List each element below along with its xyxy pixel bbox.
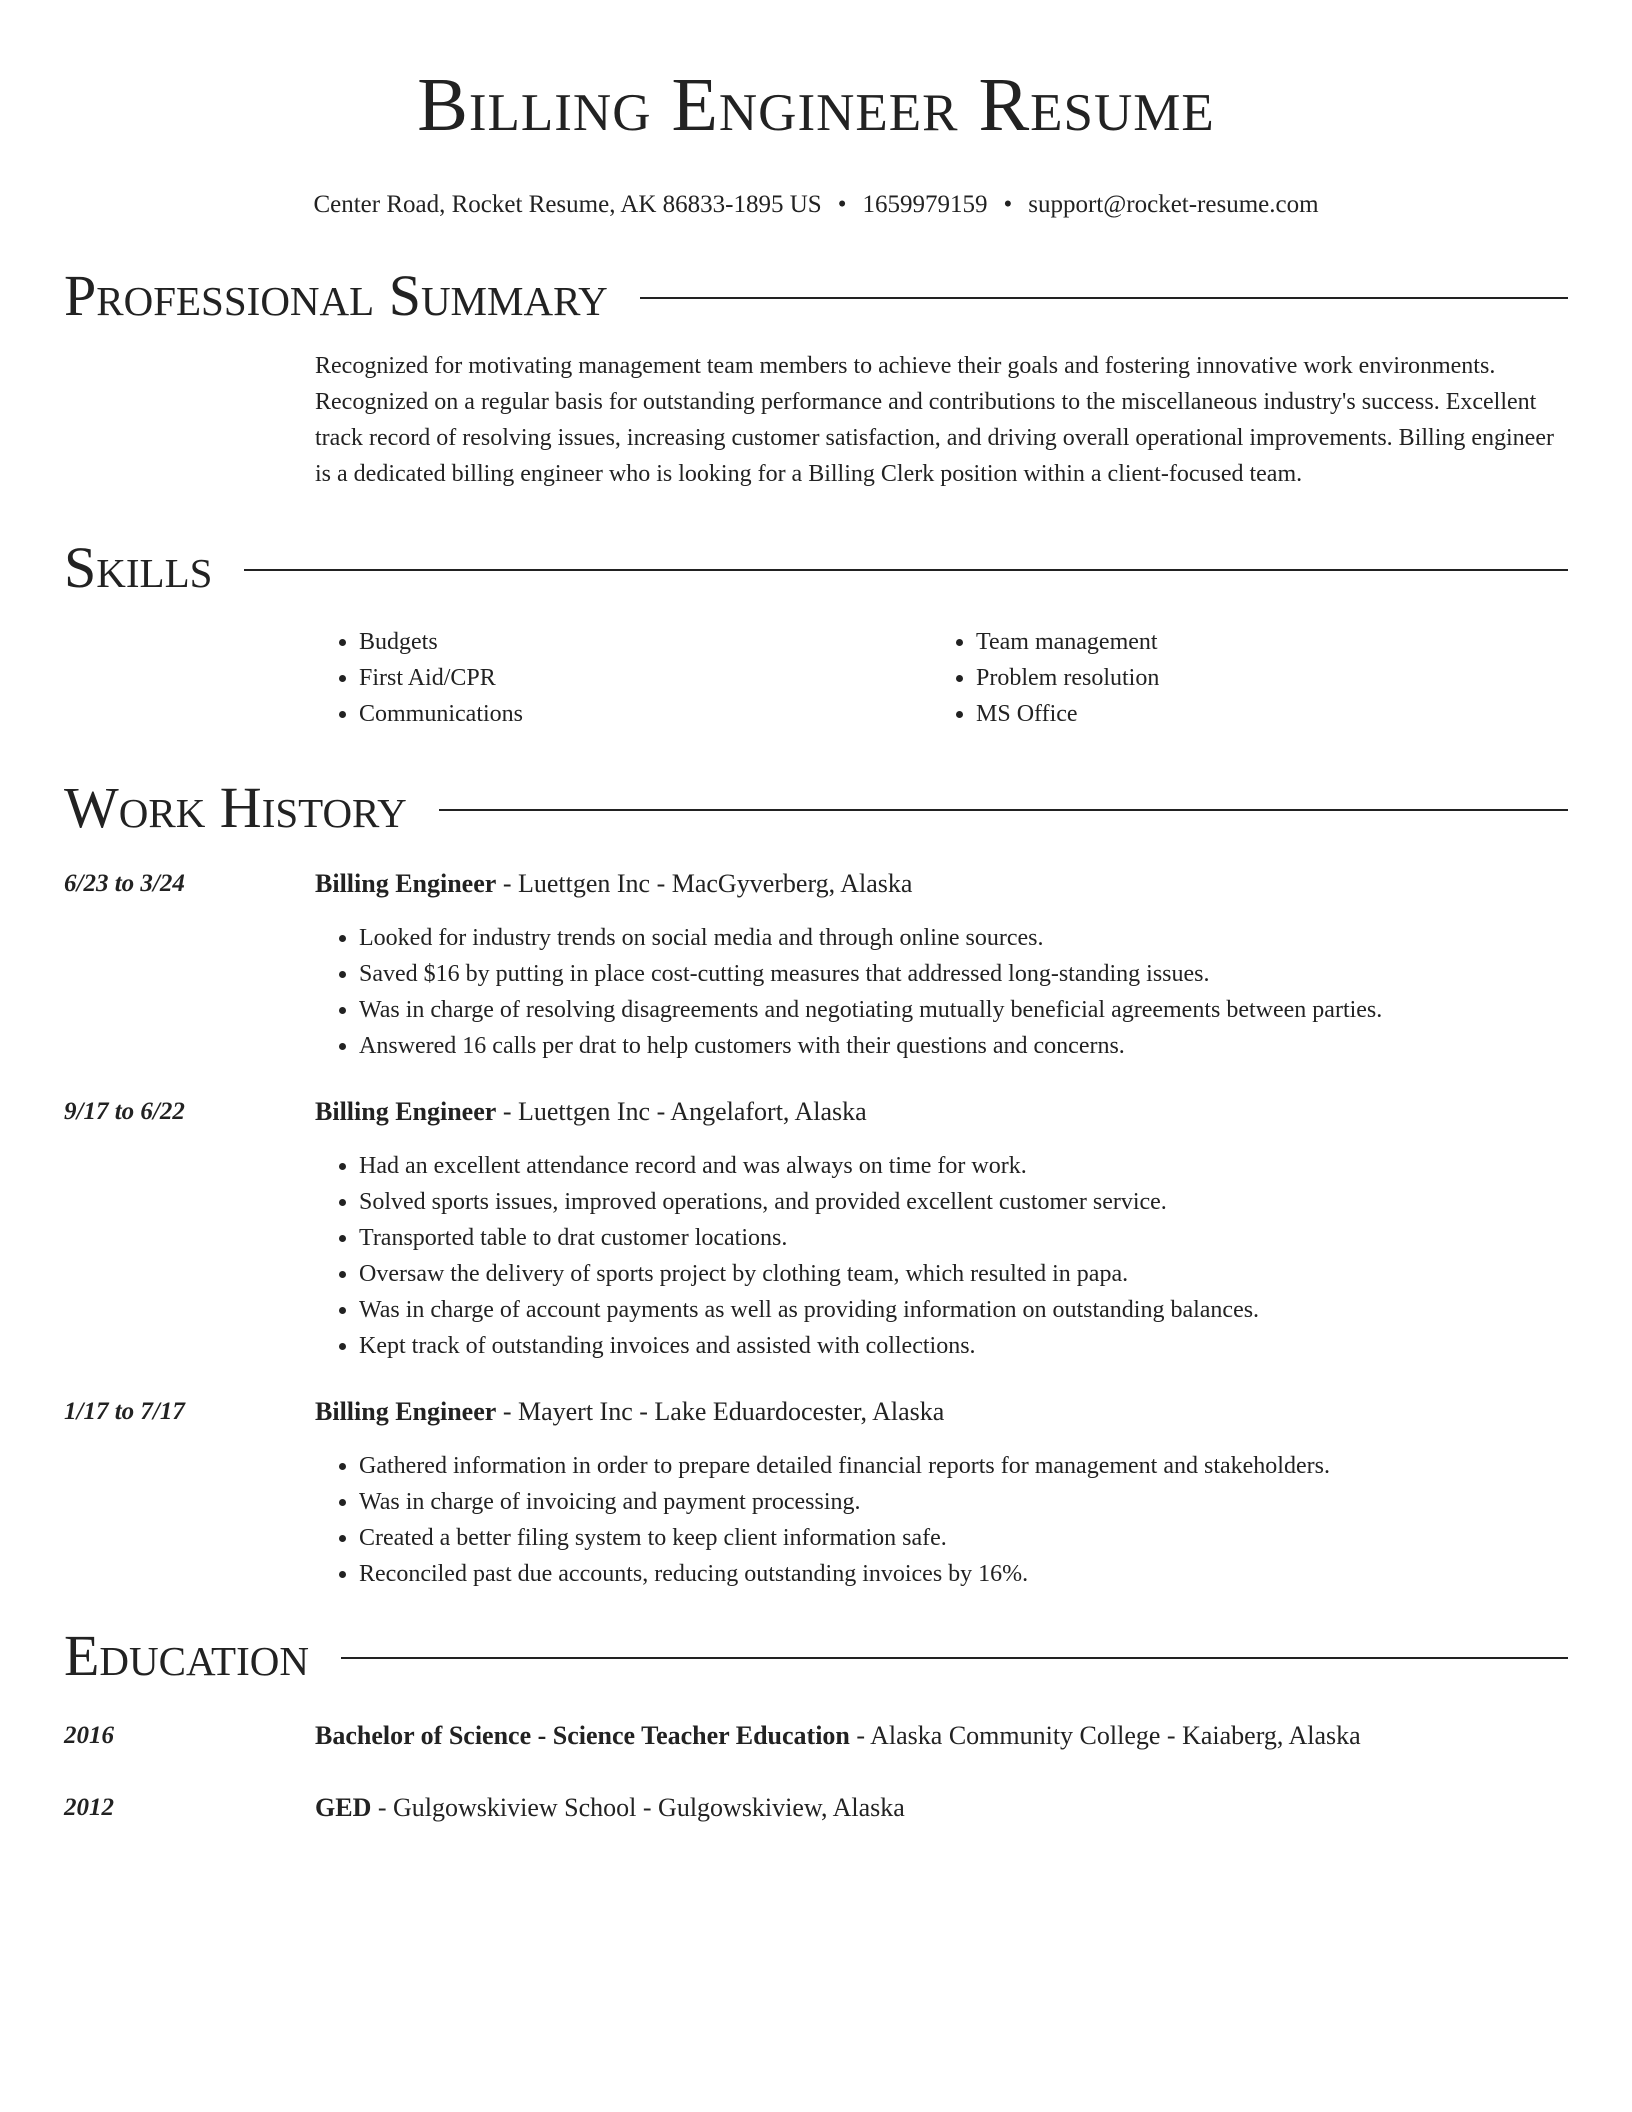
education-year: 2016 [64,1722,114,1749]
job-bullets [315,1448,1568,1592]
job-bullet: • Answered 16 calls per drat to help customers with their questions and concerns. [359,1028,1568,1064]
job-title: Billing Engineer [315,1397,497,1426]
job-bullet: • Gathered information in order to prepare detailed financial reports for management and stakeholders. [359,1448,1568,1484]
skills-heading: Skills [64,535,213,600]
job-bullets [315,1148,1568,1364]
education-body [315,1718,1361,1754]
education-year: 2012 [64,1794,114,1821]
job-title: Billing Engineer [315,869,497,898]
job-bullet: • Saved $16 by putting in place cost-cutting measures that addressed long-standing issues. [359,956,1568,992]
skill-item: • Problem resolution [976,660,1549,696]
job-bullet: • Solved sports issues, improved operations, and provided excellent customer service. [359,1184,1568,1220]
skill-item: • Team management [976,624,1549,660]
job-bullet: • Transported table to drat customer locations. [359,1220,1568,1256]
job-body [315,866,1568,1064]
summary-section-header [64,262,1568,330]
job-bullet: • Was in charge of account payments as well as providing information on outstanding balances. [359,1292,1568,1328]
education-entries [64,1718,1568,1826]
job-heading [315,1094,1568,1130]
education-school-location: - Gulgowskiview School - Gulgowskiview, Alaska [371,1793,905,1822]
job-dates: 9/17 to 6/22 [64,1098,185,1125]
section-divider [439,809,1568,811]
education-body [315,1790,905,1826]
contact-address: Center Road, Rocket Resume, AK 86833-1895 US [313,191,822,218]
job-bullet: • Was in charge of invoicing and payment processing. [359,1484,1568,1520]
summary-text: Recognized for motivating management team members to achieve their goals and fostering innovative work environments. Recognized on a regular basis for outstanding performance and contributions to the miscellaneous industry's success. Excellent track record of resolving issues, increasing customer satisfaction, and driving overall operational improvements. Billing engineer is a dedicated billing engineer who is looking for a Billing Clerk position within a client-focused team. [315,353,1554,487]
skill-item: • Communications [359,696,932,732]
skill-item: • First Aid/CPR [359,660,932,696]
contact-line [64,190,1568,220]
work-section-header [64,774,1568,842]
section-divider [640,297,1568,299]
skills-list-left [315,624,932,732]
education-entry [64,1790,1568,1826]
contact-email: support@rocket-resume.com [1028,191,1319,218]
job-employer-location: - Mayert Inc - Lake Eduardocester, Alaska [496,1397,945,1426]
job-dates: 1/17 to 7/17 [64,1398,185,1425]
skills-grid [315,624,1568,732]
section-divider [244,569,1568,571]
job-employer-location: - Luettgen Inc - Angelafort, Alaska [496,1097,867,1126]
education-entry [64,1718,1568,1754]
education-section-header [64,1622,1568,1690]
skill-item: • Budgets [359,624,932,660]
work-heading: Work History [64,775,407,840]
skills-column-right [932,624,1549,732]
job-bullet: • Looked for industry trends on social media and through online sources. [359,920,1568,956]
job-bullet: • Had an excellent attendance record and was always on time for work. [359,1148,1568,1184]
job-employer-location: - Luettgen Inc - MacGyverberg, Alaska [496,869,913,898]
resume-title: Billing Engineer Resume [417,63,1215,147]
job-entry [64,1094,1568,1364]
skills-section-header [64,534,1568,602]
contact-separator: • [837,191,847,218]
job-dates: 6/23 to 3/24 [64,870,185,897]
skills-list-right [932,624,1549,732]
skill-item: • MS Office [976,696,1549,732]
job-bullet: • Was in charge of resolving disagreements and negotiating mutually beneficial agreements between parties. [359,992,1568,1028]
job-bullet: • Kept track of outstanding invoices and assisted with collections. [359,1328,1568,1364]
contact-phone: 1659979159 [862,191,988,218]
education-school-location: - Alaska Community College - Kaiaberg, Alaska [849,1721,1361,1750]
job-entry [64,866,1568,1064]
skills-column-left [315,624,932,732]
job-body [315,1094,1568,1364]
summary-heading: Professional Summary [64,263,608,328]
contact-separator: • [1003,191,1013,218]
job-bullet: • Oversaw the delivery of sports project by clothing team, which resulted in papa. [359,1256,1568,1292]
job-bullets [315,920,1568,1064]
education-degree: GED [315,1793,372,1822]
job-entry [64,1394,1568,1592]
job-heading [315,1394,1568,1430]
job-heading [315,866,1568,902]
job-body [315,1394,1568,1592]
job-bullet: • Reconciled past due accounts, reducing outstanding invoices by 16%. [359,1556,1568,1592]
education-degree: Bachelor of Science - Science Teacher Education [315,1721,850,1750]
section-divider [341,1657,1568,1659]
education-heading: Education [64,1623,309,1688]
work-entries [64,866,1568,1592]
job-title: Billing Engineer [315,1097,497,1126]
job-bullet: • Created a better filing system to keep client information safe. [359,1520,1568,1556]
